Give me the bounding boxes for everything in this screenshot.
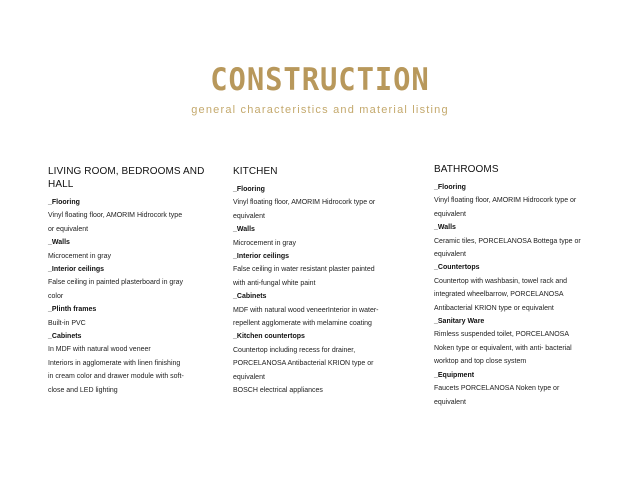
column-heading: LIVING ROOM, BEDROOMS AND HALL xyxy=(48,166,205,190)
section-text-line: Noken type or equivalent, with anti- bacterial xyxy=(434,344,572,352)
section-title: _Walls xyxy=(48,239,70,247)
section-title: _Flooring xyxy=(434,184,466,191)
section-text-line: Ceramic tiles, PORCELANOSA Bottega type or xyxy=(434,237,581,245)
section-title: _Sanitary Ware xyxy=(434,318,485,326)
section-text-line: close and LED lighting xyxy=(48,386,118,394)
section-text-line: Vinyl floating floor, AMORIM Hidrocork type xyxy=(48,212,183,220)
section-text-line: Vinyl floating floor, AMORIM Hidrocork type or xyxy=(233,199,376,207)
section-text-line: Microcement in gray xyxy=(48,252,112,260)
section-title: _Walls xyxy=(233,226,255,234)
section-text-line: equivalent xyxy=(434,210,466,218)
section-title: _Kitchen countertops xyxy=(233,333,305,341)
section-text-line: Antibacterial KRION type or equivalent xyxy=(434,304,554,312)
column-bathrooms xyxy=(434,163,604,409)
column-heading: BATHROOMS xyxy=(434,164,499,175)
section-text-line: with anti-fungal white paint xyxy=(233,279,316,287)
section-text-line: In MDF with natural wood veneer xyxy=(48,346,151,354)
section-text-line: Rimless suspended toilet, PORCELANOSA xyxy=(434,331,569,339)
section-title: _Flooring xyxy=(233,186,265,193)
section-text-line: repellent agglomerate with melamine coating xyxy=(233,320,372,328)
section-text-line: equivalent xyxy=(233,212,265,220)
page-subtitle: general characteristics and material listing xyxy=(191,104,449,116)
column-kitchen xyxy=(233,165,403,398)
section-text-line: Faucets PORCELANOSA Noken type or xyxy=(434,385,560,393)
section-text-line: equivalent xyxy=(434,398,466,406)
section-title: _Interior ceilings xyxy=(48,266,105,274)
section-title: _Cabinets xyxy=(48,333,82,341)
section-title: _Countertops xyxy=(434,264,480,272)
section-text-line: Microcement in gray xyxy=(233,239,297,247)
section-title: _Walls xyxy=(434,224,456,232)
section-title: _Flooring xyxy=(48,199,80,206)
section-text-line: BOSCH electrical appliances xyxy=(233,387,323,395)
page-title: CONSTRUCTION xyxy=(210,62,430,98)
section-text-line: color xyxy=(48,292,64,300)
section-text-line: Vinyl floating floor, AMORIM Hidrocork type or xyxy=(434,197,577,205)
section-title: _Equipment xyxy=(434,371,475,379)
column-living-room xyxy=(48,165,208,397)
section-title: _Cabinets xyxy=(233,293,267,301)
section-text-line: or equivalent xyxy=(48,225,89,233)
section-text-line: Countertop with washbasin, towel rack and xyxy=(434,277,568,285)
section-text-line: Built-in PVC xyxy=(48,319,86,327)
section-text-line: integrated wheelbarrow, PORCELANOSA xyxy=(434,291,564,299)
section-text-line: PORCELANOSA Antibacterial KRION type or xyxy=(233,360,374,368)
section-text-line: in cream color and drawer module with soft- xyxy=(48,373,184,381)
section-text-line: MDF with natural wood veneerInterior in water- xyxy=(233,306,379,314)
section-text-line: worktop and top close system xyxy=(434,358,527,366)
column-heading: KITCHEN xyxy=(233,166,278,177)
section-text-line: False ceiling in water resistant plaster painted xyxy=(233,266,375,274)
section-text-line: False ceiling in painted plasterboard in gray xyxy=(48,279,184,287)
section-title: _Interior ceilings xyxy=(233,253,290,261)
section-text-line: equivalent xyxy=(233,373,265,381)
section-text-line: Interiors in agglomerate with linen finishing xyxy=(48,359,181,367)
section-title: _Plinth frames xyxy=(48,306,97,314)
section-text-line: equivalent xyxy=(434,251,466,259)
section-text-line: Countertop including recess for drainer, xyxy=(233,346,356,354)
